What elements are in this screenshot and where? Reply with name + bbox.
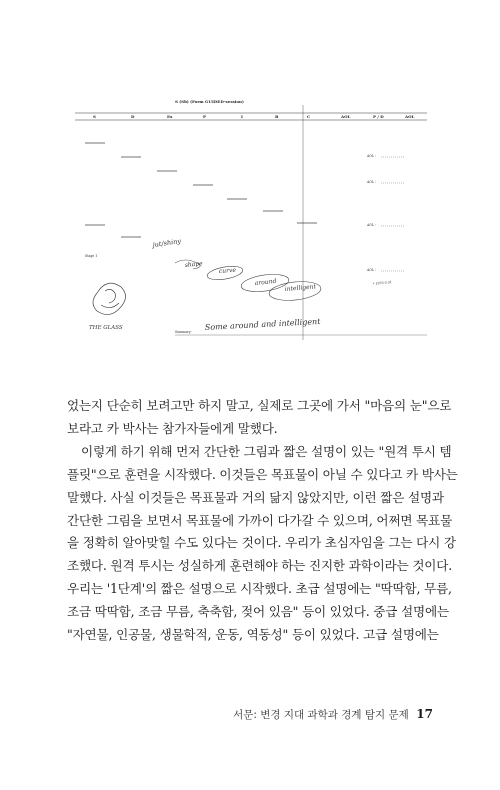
summary-handwriting: Some around and intelligent xyxy=(204,316,321,332)
text-line: 이렇게 하기 위해 먼저 간단한 그림과 짧은 설명이 있는 "원격 투시 템 xyxy=(81,443,452,459)
handwritten-note: around xyxy=(254,277,277,287)
worksheet-figure xyxy=(75,95,427,345)
column-label: B xyxy=(275,114,279,119)
column-label: AOL xyxy=(341,114,351,119)
page-number: 17 xyxy=(416,707,433,721)
column-label: AOL xyxy=(405,114,415,119)
text-line: 우리는 '1단계'의 짧은 설명으로 시작했다. 초급 설명에는 "딱딱함, 무름, xyxy=(67,581,452,597)
running-title: 서문: 변경 지대 과학과 경계 탐지 문제 xyxy=(233,709,409,721)
handwritten-note: shape xyxy=(184,260,204,269)
handwritten-note: jut/shiny xyxy=(152,237,182,249)
handwritten-note: curve xyxy=(218,266,237,275)
text-line: 조했다. 원격 투시는 성실하게 훈련해야 하는 진지한 과학이라는 것이다. xyxy=(67,558,453,574)
handwritten-note: * 1976-3-31 xyxy=(372,280,392,286)
worksheet-columns xyxy=(93,114,415,119)
aol-marker: AOL : xyxy=(367,180,377,184)
answer-lines xyxy=(85,143,317,237)
aol-marker: AOL : xyxy=(367,268,377,272)
text-line: 보라고 카 박사는 참가자들에게 말했다. xyxy=(67,420,278,436)
column-label: D xyxy=(131,114,135,119)
text-line: 조금 딱딱함, 조금 무름, 축축함, 젖어 있음" 등이 있었다. 중급 설명에는 xyxy=(67,604,449,620)
text-line: 을 정확히 알아맞힐 수도 있다는 것이다. 우리가 초심자임을 그는 다시 강 xyxy=(67,535,456,551)
aol-marker: AOL : xyxy=(367,154,377,158)
text-line: 간단한 그림을 보면서 목표물에 가까이 다가갈 수 있으며, 어쩌면 목표물 xyxy=(67,512,453,528)
column-label: Ex xyxy=(167,114,173,119)
text-line: "자연물, 인공물, 생물학적, 운동, 역동성" 등이 있었다. 고급 설명에는 xyxy=(67,627,439,643)
stage-label: Stage 1 xyxy=(85,254,98,258)
page-footer xyxy=(180,707,433,722)
body-text xyxy=(67,395,458,647)
column-label: S xyxy=(93,114,96,119)
column-label: P / D xyxy=(373,114,384,119)
column-label: I xyxy=(241,114,243,119)
handwritten-note: intelligent xyxy=(284,283,317,293)
worksheet-header-title: S (Sb) (Form GUIDED-session) xyxy=(175,99,244,104)
aol-markers xyxy=(366,154,405,272)
aol-marker: AOL : xyxy=(367,223,377,227)
glass-sketch xyxy=(93,283,126,314)
worksheet-scan xyxy=(75,95,427,345)
text-line: 었는지 단순히 보려고만 하지 말고, 실제로 그곳에 가서 "마음의 눈"으로 xyxy=(67,398,452,413)
summary-field-label: Summary: xyxy=(175,330,192,334)
column-label: P xyxy=(203,114,207,119)
column-label: C xyxy=(307,114,311,119)
sketch-label: THE GLASS xyxy=(89,325,123,331)
text-line: 플릿"으로 훈련을 시작했다. 이것들은 목표물이 아닐 수 있다고 카 박사는 xyxy=(67,466,458,482)
text-line: 말했다. 사실 이것들은 목표물과 거의 닮지 않았지만, 이런 짧은 설명과 xyxy=(67,489,444,505)
